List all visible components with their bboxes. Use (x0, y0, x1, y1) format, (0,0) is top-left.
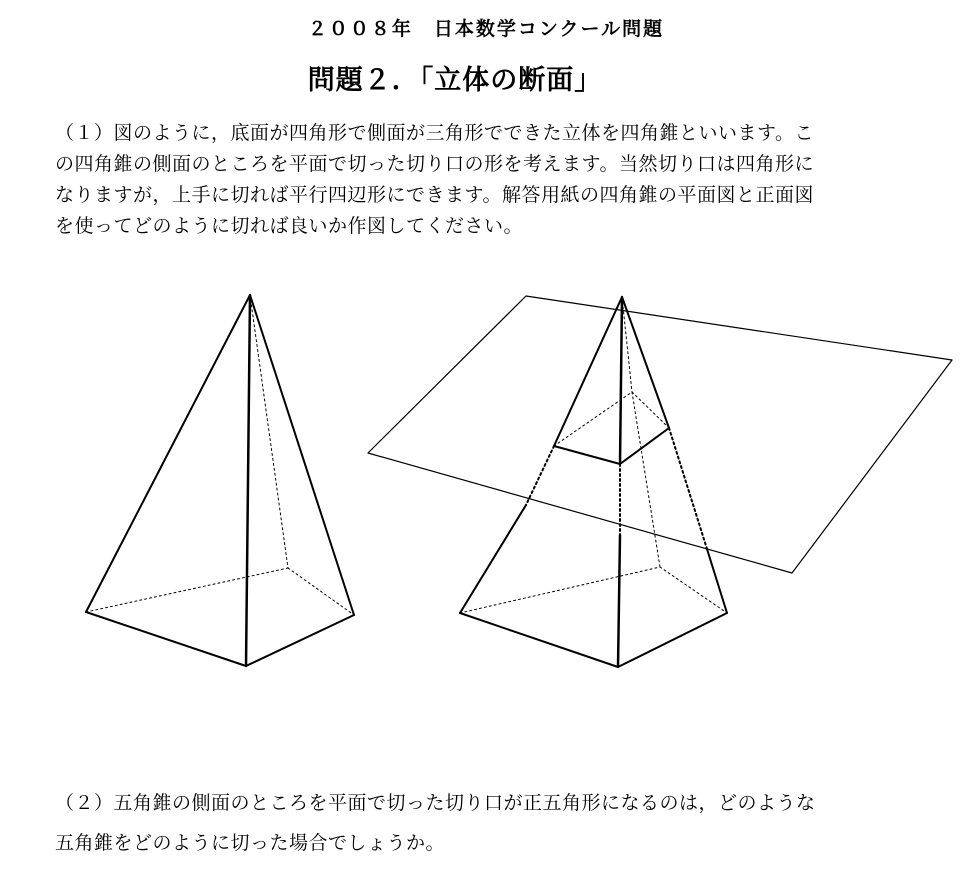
cross-section-edge (554, 446, 620, 464)
pyramid-right-edge (620, 297, 622, 464)
pyramid-left-hidden-edge (250, 295, 288, 568)
pyramid-left-edge (246, 615, 354, 666)
pyramid-left-edge (86, 612, 246, 666)
pyramid-right-edge (460, 505, 526, 613)
question-1-line: の四角錐の側面のところを平面で切った切り口の形を考えます。当然切り口は四角形に (55, 153, 814, 175)
cross-section-edge (620, 428, 669, 464)
pyramid-right-edge (554, 297, 622, 446)
pyramid-left-edge (246, 295, 250, 666)
problem-title: 問題２．「立体の断面」 (307, 65, 603, 96)
pyramid-right-hidden-edge (632, 392, 660, 567)
pyramid-right-edge (618, 535, 620, 667)
pyramid-left-hidden-edge (86, 568, 288, 612)
pyramid-right-edge (707, 549, 727, 613)
pyramid-right-hidden-edge (660, 567, 727, 613)
pyramid-right-dotted-edge (669, 428, 707, 549)
pyramid-left-edge (250, 295, 354, 615)
pyramid-left-edge (86, 295, 250, 612)
pyramid-right-edge (618, 613, 727, 667)
pyramid-right-edge (460, 613, 618, 667)
pyramid-left (86, 295, 354, 666)
question-1-line: を使ってどのように切れば良いか作図してください。 (55, 215, 524, 237)
question-2-line: （２）五角錐の側面のところを平面で切った切り口が正五角形になるのは，どのような (55, 792, 816, 814)
pyramid-right-hidden-edge (460, 567, 660, 613)
question-2-line: 五角錐をどのように切った場合でしょうか。 (55, 832, 446, 854)
pyramid-left-hidden-edge (288, 568, 354, 615)
pyramid-right-dotted-edge (526, 446, 554, 505)
pyramid-right (368, 296, 952, 667)
question-1-line: なりますが，上手に切れば平行四辺形にできます。解答用紙の四角錐の平面図と正面図 (55, 184, 814, 206)
question-2-text (55, 783, 875, 863)
question-1-line: （１）図のように，底面が四角形で側面が三角形でできた立体を四角錐といいます。こ (55, 122, 814, 144)
contest-header: ２００８年 日本数学コンクール問題 (307, 18, 665, 40)
